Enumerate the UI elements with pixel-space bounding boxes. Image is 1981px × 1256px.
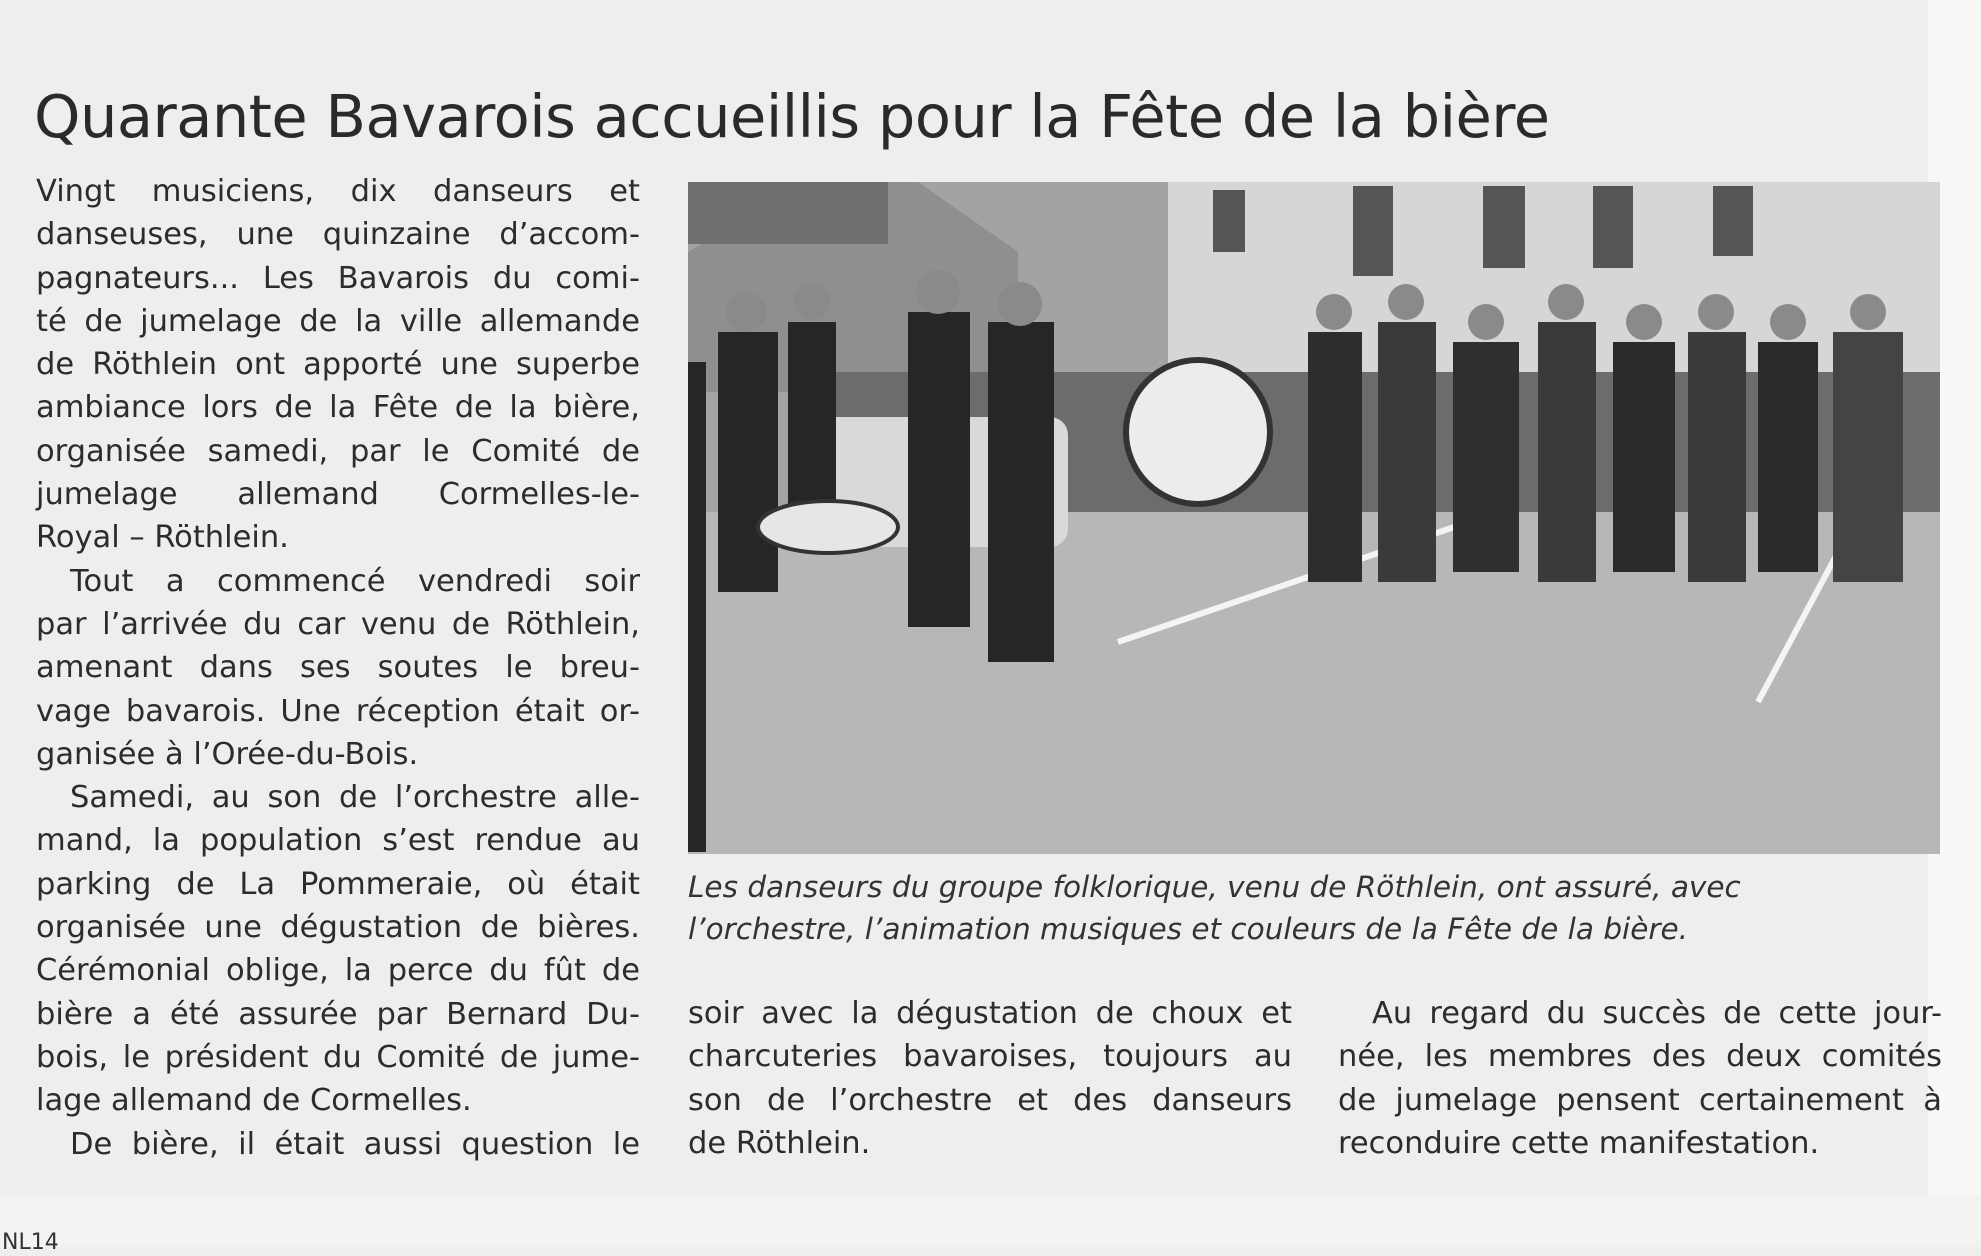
- text-line: charcuteries bavaroises, toujours au: [688, 1039, 1292, 1075]
- photo-illustration: [688, 182, 1940, 854]
- photo-dancer: [1758, 342, 1818, 572]
- photo-head: [1388, 284, 1424, 320]
- page-reference: NL14: [2, 1230, 59, 1255]
- text-line: bois, le président du Comité de jume-: [36, 1039, 640, 1075]
- article-photo: [688, 182, 1940, 854]
- photo-head: [726, 292, 766, 332]
- text-line: pagnateurs... Les Bavarois du comi-: [36, 260, 640, 296]
- page-fold: [0, 1195, 1981, 1247]
- article-column-3: [1338, 992, 1942, 1165]
- text-line: soir avec la dégustation de choux et: [688, 996, 1292, 1031]
- photo-head: [1548, 284, 1584, 320]
- photo-head: [998, 282, 1042, 326]
- photo-dancer: [1453, 342, 1519, 572]
- photo-left-roof: [688, 182, 888, 244]
- text-line: Samedi, au son de l’orchestre alle-: [70, 780, 640, 816]
- article-headline: Quarante Bavarois accueillis pour la Fête de la bière: [34, 82, 1550, 151]
- photo-bass-drum: [1126, 360, 1270, 504]
- photo-head: [794, 284, 830, 320]
- text-line: née, les membres des deux comités: [1338, 1039, 1942, 1075]
- text-line: lage allemand de Cormelles.: [36, 1083, 472, 1119]
- article-column-1: [36, 170, 640, 1166]
- photo-musician: [908, 312, 970, 627]
- text-line: vage bavarois. Une réception était or-: [36, 693, 640, 729]
- caption-line: Les danseurs du groupe folklorique, venu de Röthlein, ont assuré, avec: [688, 870, 1741, 904]
- text-line: bière a été assurée par Bernard Du-: [36, 996, 640, 1032]
- photo-window: [1593, 186, 1633, 268]
- caption-line: l’orchestre, l’animation musiques et couleurs de la Fête de la bière.: [688, 912, 1689, 946]
- text-line: de jumelage pensent certainement à: [1338, 1082, 1942, 1118]
- text-line: parking de La Pommeraie, où était: [36, 866, 640, 902]
- photo-window: [1353, 186, 1393, 276]
- photo-head: [1626, 304, 1662, 340]
- text-line: De bière, il était aussi question le: [70, 1126, 640, 1162]
- photo-snare-drum: [758, 501, 898, 553]
- photo-dancer: [1688, 332, 1746, 582]
- text-line: amenant dans ses soutes le breu-: [36, 650, 640, 686]
- text-line: ganisée à l’Orée-du-Bois.: [36, 736, 419, 772]
- article-column-2: [688, 992, 1292, 1165]
- photo-dancer: [1613, 342, 1675, 572]
- photo-musician: [788, 322, 836, 522]
- text-line: danseuses, une quinzaine d’accom-: [36, 217, 640, 253]
- text-line: Vingt musiciens, dix danseurs et: [36, 174, 640, 209]
- photo-caption: [688, 866, 1908, 950]
- text-line: son de l’orchestre et des danseurs: [688, 1082, 1292, 1118]
- photo-head: [1698, 294, 1734, 330]
- text-line: Tout a commencé vendredi soir: [70, 563, 640, 599]
- photo-window: [1713, 186, 1753, 256]
- photo-head: [1316, 294, 1352, 330]
- text-line: mand, la population s’est rendue au: [36, 823, 640, 859]
- text-line: par l’arrivée du car venu de Röthlein,: [36, 606, 640, 642]
- text-line: de Röthlein.: [688, 1125, 871, 1161]
- photo-head: [1850, 294, 1886, 330]
- text-line: Au regard du succès de cette jour-: [1372, 996, 1942, 1031]
- photo-dancer: [1378, 322, 1436, 582]
- photo-musician: [718, 332, 778, 592]
- photo-dancer: [1308, 332, 1362, 582]
- text-line: Royal – Röthlein.: [36, 520, 289, 556]
- text-line: jumelage allemand Cormelles-le-: [36, 477, 640, 513]
- photo-head: [1770, 304, 1806, 340]
- photo-window: [1213, 190, 1245, 252]
- photo-dancer: [1833, 332, 1903, 582]
- photo-head: [1468, 304, 1504, 340]
- photo-dancer: [1538, 322, 1596, 582]
- text-line: organisée une dégustation de bières.: [36, 910, 640, 946]
- text-line: té de jumelage de la ville allemande: [36, 303, 640, 339]
- text-line: organisée samedi, par le Comité de: [36, 433, 640, 469]
- photo-musician: [988, 322, 1054, 662]
- text-line: ambiance lors de la Fête de la bière,: [36, 390, 640, 426]
- photo-head: [916, 270, 960, 314]
- text-line: reconduire cette manifestation.: [1338, 1125, 1820, 1161]
- text-line: Cérémonial oblige, la perce du fût de: [36, 953, 640, 989]
- photo-figure-edge: [688, 362, 706, 852]
- text-line: de Röthlein ont apporté une superbe: [36, 347, 640, 383]
- photo-window: [1483, 186, 1525, 268]
